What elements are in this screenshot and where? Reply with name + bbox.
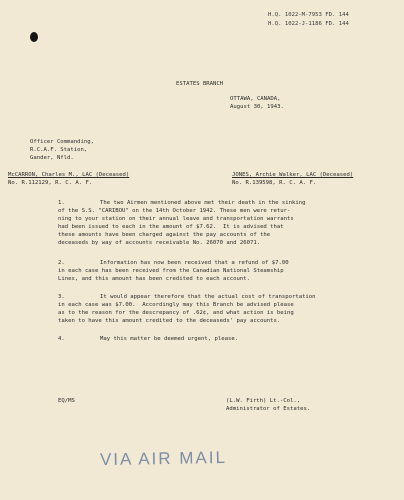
paragraph-3-line: as to the reason for the descrepancy of .62¢, and what action is being — [58, 310, 294, 316]
air-mail-stamp: VIA AIR MAIL — [99, 447, 228, 470]
paragraph-1-number: 1. — [58, 200, 65, 206]
paragraph-1-line: deceaseds by way of accounts receivable No. 26070 and 26071. — [58, 240, 261, 246]
paragraph-2-number: 2. — [58, 260, 65, 266]
addressee-line-3: Gander, Nfld. — [30, 155, 74, 161]
subject-left-name: McCARRON, Charles M., LAC (Deceased) — [8, 172, 130, 178]
typist-initials: EQ/MS — [58, 398, 75, 404]
place: OTTAWA, CANADA, — [230, 96, 281, 102]
subject-right-name: JONES, Archie Walker, LAC (Deceased) — [232, 172, 354, 178]
paragraph-2-line: Information has now been received that a refund of $7.00 — [100, 260, 289, 266]
branch-heading: ESTATES BRANCH — [176, 81, 224, 87]
signature-name: (L.W. Firth) Lt.-Col., — [226, 398, 301, 404]
file-reference-2: H.Q. 1022-J-1186 FD. 144 — [268, 21, 349, 27]
paragraph-3-line: in each case was $7.00. Accordingly may this Branch be advised please — [58, 302, 294, 308]
paragraph-4-line: May this matter be deemed urgent, please. — [100, 336, 239, 342]
punch-hole — [30, 32, 38, 42]
paragraph-1-line: of the S.S. "CARIBOU" on the 14th October 1942. These men were retur- — [58, 208, 291, 214]
paragraph-1-line: The two Airmen mentioned above met their death in the sinking — [100, 200, 306, 206]
addressee-line-2: R.C.A.F. Station, — [30, 147, 88, 153]
paragraph-1-line: these amounts have been charged against the pay accounts of the — [58, 232, 271, 238]
paragraph-4-number: 4. — [58, 336, 65, 342]
paragraph-1-line: had been issued to each in the amount of $7.62. It is advised that — [58, 224, 284, 230]
paragraph-1-line: ning to your station on their annual leave and transportation warrants — [58, 216, 294, 222]
file-reference-1: H.Q. 1022-M-7953 FD. 144 — [268, 12, 349, 18]
paragraph-2-line: in each case has been received from the Canadian National Steamship — [58, 268, 284, 274]
date: August 30, 1943. — [230, 104, 284, 110]
subject-right-number: No. R.139598, R. C. A. F. — [232, 180, 317, 186]
paragraph-3-line: It would appear therefore that the actual cost of transportation — [100, 294, 316, 300]
paragraph-3-number: 3. — [58, 294, 65, 300]
paragraph-2-line: Lines, and this amount has been credited to each account. — [58, 276, 250, 282]
subject-left-number: No. R.112129, R. C. A. F. — [8, 180, 93, 186]
signature-title: Administrator of Estates. — [226, 406, 311, 412]
addressee-line-1: Officer Commanding, — [30, 139, 94, 145]
paragraph-3-line: taken to have this amount credited to the deceaseds' pay accounts. — [58, 318, 281, 324]
